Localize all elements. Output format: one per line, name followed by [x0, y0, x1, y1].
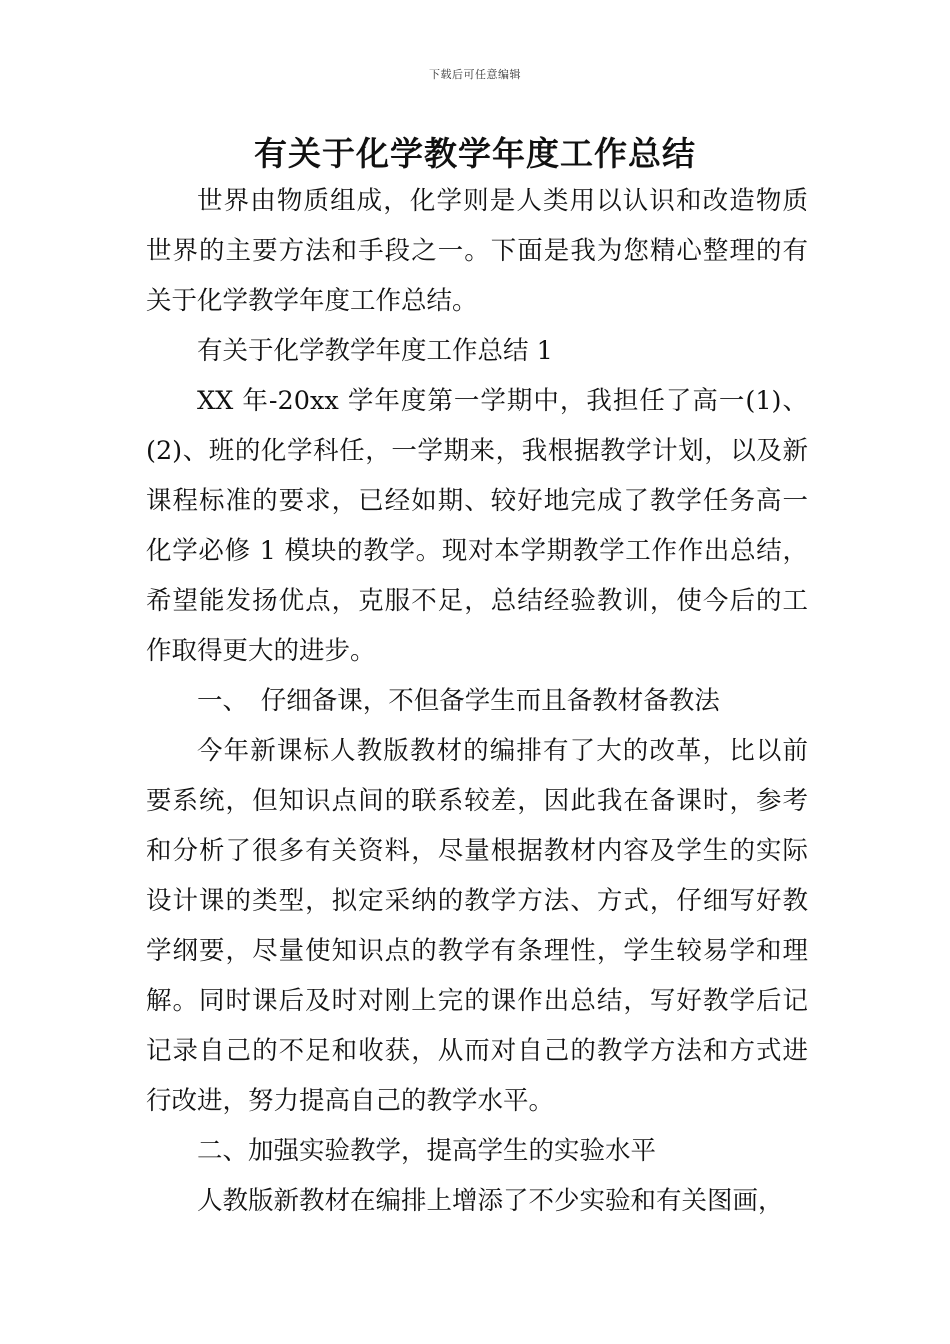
document-body — [146, 176, 808, 1226]
section-heading-2: 二、加强实验教学，提高学生的实验水平 — [197, 1136, 657, 1166]
document-title: 有关于化学教学年度工作总结 — [254, 134, 696, 173]
intro-paragraph: 世界由物质组成，化学则是人类用以认识和改造物质世界的主要方法和手段之一。下面是我为您精心整理的有关于化学教学年度工作总结。 — [146, 186, 808, 316]
header-note: 下载后可任意编辑 — [429, 68, 521, 81]
summary-paragraph: XX 年-20xx 学年度第一学期中，我担任了高一(1)、(2)、班的化学科任，一学期来，我根据教学计划，以及新课程标准的要求，已经如期、较好地完成了教学任务高一化学必修 1 模块的教学。现对本学期教学工作作出总结，希望能发扬优点，克服不足，总结经验教训，使今后的工作取得更大的进步。 — [146, 386, 808, 666]
section-heading-1: 一、 仔细备课，不但备学生而且备教材备教法 — [197, 686, 720, 716]
experiment-paragraph: 人教版新教材在编排上增添了不少实验和有关图画， — [197, 1186, 784, 1216]
lesson-prep-paragraph: 今年新课标人教版教材的编排有了大的改革，比以前要系统，但知识点间的联系较差，因此我在备课时，参考和分析了很多有关资料，尽量根据教材内容及学生的实际设计课的类型，拟定采纳的教学方法、方式，仔细写好教学纲要，尽量使知识点的教学有条理性，学生较易学和理解。同时课后及时对刚上完的课作出总结，写好教学后记记录自己的不足和收获，从而对自己的教学方法和方式进行改进，努力提高自己的教学水平。 — [146, 736, 808, 1116]
section-title: 有关于化学教学年度工作总结 1 — [197, 336, 553, 366]
